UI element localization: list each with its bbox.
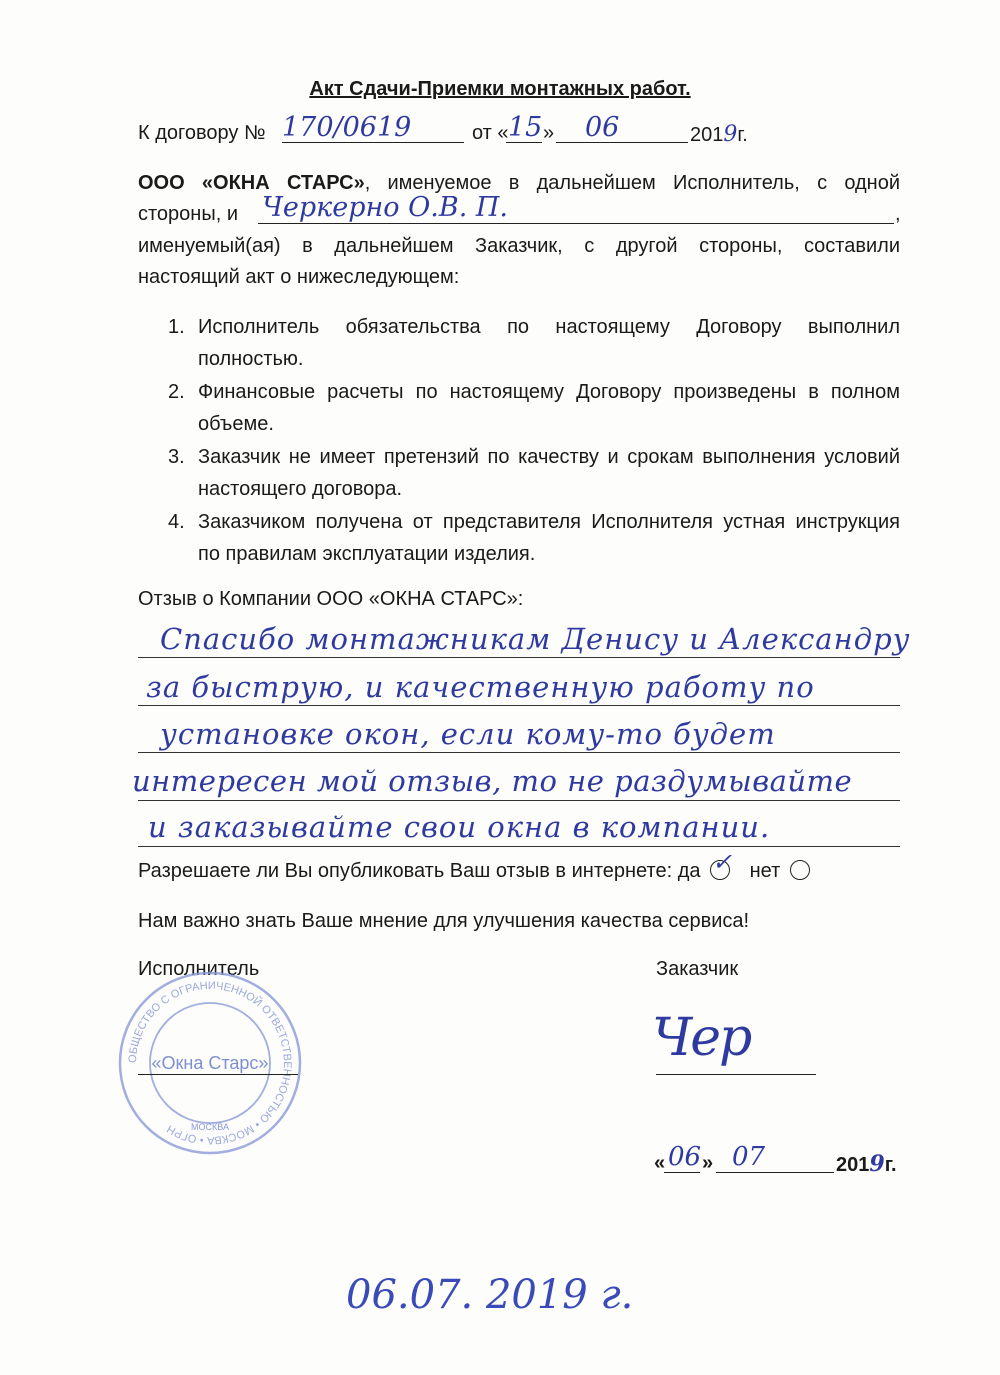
publish-yes-mark: ✓	[712, 848, 733, 876]
review-text-line-3: установке окон, если кому-то будет	[160, 717, 776, 751]
publish-no-label: нет	[749, 860, 781, 882]
parties-line-2-prefix: стороны, и	[138, 203, 239, 225]
sign-date-sep: »	[702, 1152, 714, 1174]
item-2-line-2: объеме.	[198, 413, 274, 435]
review-rule-3	[138, 752, 900, 753]
customer-signature-line	[656, 1074, 816, 1075]
review-rule-5	[138, 846, 900, 847]
contract-month-sep: »	[543, 122, 555, 144]
review-text-line-1: Спасибо монтажникам Денису и Александру	[160, 622, 911, 656]
sign-date-day: 06	[668, 1142, 702, 1172]
parties-line-4: настоящий акт о нижеследующем:	[138, 266, 460, 288]
stamp-bottom-text: МОСКВА	[191, 1122, 229, 1132]
publish-question: Разрешаете ли Вы опубликовать Ваш отзыв в интернете: да	[138, 860, 701, 882]
contract-day-underline	[506, 142, 542, 143]
sign-date-open: «	[654, 1152, 666, 1174]
contract-prefix: К договору №	[138, 122, 266, 144]
contract-month: 06	[585, 112, 620, 143]
customer-name-underline	[258, 223, 894, 224]
item-1-line-2: полностью.	[198, 348, 304, 370]
sign-date-month-underline	[716, 1172, 834, 1173]
contract-month-underline	[556, 142, 688, 143]
stamp-ring-text: ОБЩЕСТВО С ОГРАНИЧЕННОЙ ОТВЕТСТВЕННОСТЬЮ • МОСКВА • ОГРН	[126, 979, 294, 1147]
executor-label: Исполнитель	[138, 958, 260, 980]
contract-day: 15	[508, 112, 543, 143]
item-1-number: 1.	[168, 316, 185, 338]
sign-date-day-underline	[664, 1172, 700, 1173]
bottom-handwritten-date: 06.07. 2019 г.	[346, 1272, 634, 1318]
item-3-number: 3.	[168, 446, 185, 468]
review-rule-1	[138, 657, 900, 658]
item-4-line-1: Заказчиком получена от представителя Исполнителя устная инструкция	[198, 511, 900, 533]
item-4-number: 4.	[168, 511, 185, 533]
item-4-line-2: по правилам эксплуатации изделия.	[198, 543, 536, 565]
stamp-center-text: «Окна Старс»	[151, 1053, 269, 1073]
company-stamp	[115, 968, 305, 1158]
parties-line-3: именуемый(ая) в дальнейшем Заказчик, с другой стороны, составили	[138, 235, 900, 257]
customer-signature: Чер	[652, 1008, 751, 1068]
sign-date-month: 07	[732, 1142, 766, 1172]
customer-label: Заказчик	[656, 958, 739, 980]
sign-date-year: 2019г.	[836, 1151, 897, 1177]
review-text-line-5: и заказывайте свои окна в компании.	[148, 810, 771, 844]
document-title: Акт Сдачи-Приемки монтажных работ.	[309, 78, 691, 100]
review-text-line-2: за быструю, и качественную работу по	[146, 670, 815, 704]
review-rule-2	[138, 705, 900, 706]
item-3-line-2: настоящего договора.	[198, 478, 403, 500]
parties-line-1: ООО «ОКНА СТАРС», именуемое в дальнейшем Исполнитель, с одной	[138, 172, 901, 194]
item-3-line-1: Заказчик не имеет претензий по качеству и срокам выполнения условий	[198, 446, 900, 468]
item-2-line-1: Финансовые расчеты по настоящему Договору произведены в полном	[198, 381, 900, 403]
executor-signature-line	[138, 1074, 298, 1075]
review-rule-4	[138, 800, 900, 801]
contract-number: 170/0619	[282, 112, 412, 143]
review-label: Отзыв о Компании ООО «ОКНА СТАРС»:	[138, 588, 524, 610]
parties-line-2-comma: ,	[895, 203, 901, 225]
publish-yes-checkbox[interactable]	[710, 848, 733, 880]
contract-from-label: от «	[472, 122, 509, 144]
publish-question-row	[138, 848, 810, 883]
item-1-line-1: Исполнитель обязательства по настоящему Договору выполнил	[198, 316, 900, 338]
item-2-number: 2.	[168, 381, 185, 403]
publish-no-checkbox[interactable]	[790, 860, 810, 880]
review-text-line-4: интересен мой отзыв, то не раздумывайте	[132, 764, 853, 798]
contract-year: 2019г.	[690, 122, 748, 147]
important-note: Нам важно знать Ваше мнение для улучшения качества сервиса!	[138, 910, 750, 932]
customer-name: Черкерно О.В. П.	[262, 192, 508, 223]
contract-number-underline	[282, 142, 464, 143]
